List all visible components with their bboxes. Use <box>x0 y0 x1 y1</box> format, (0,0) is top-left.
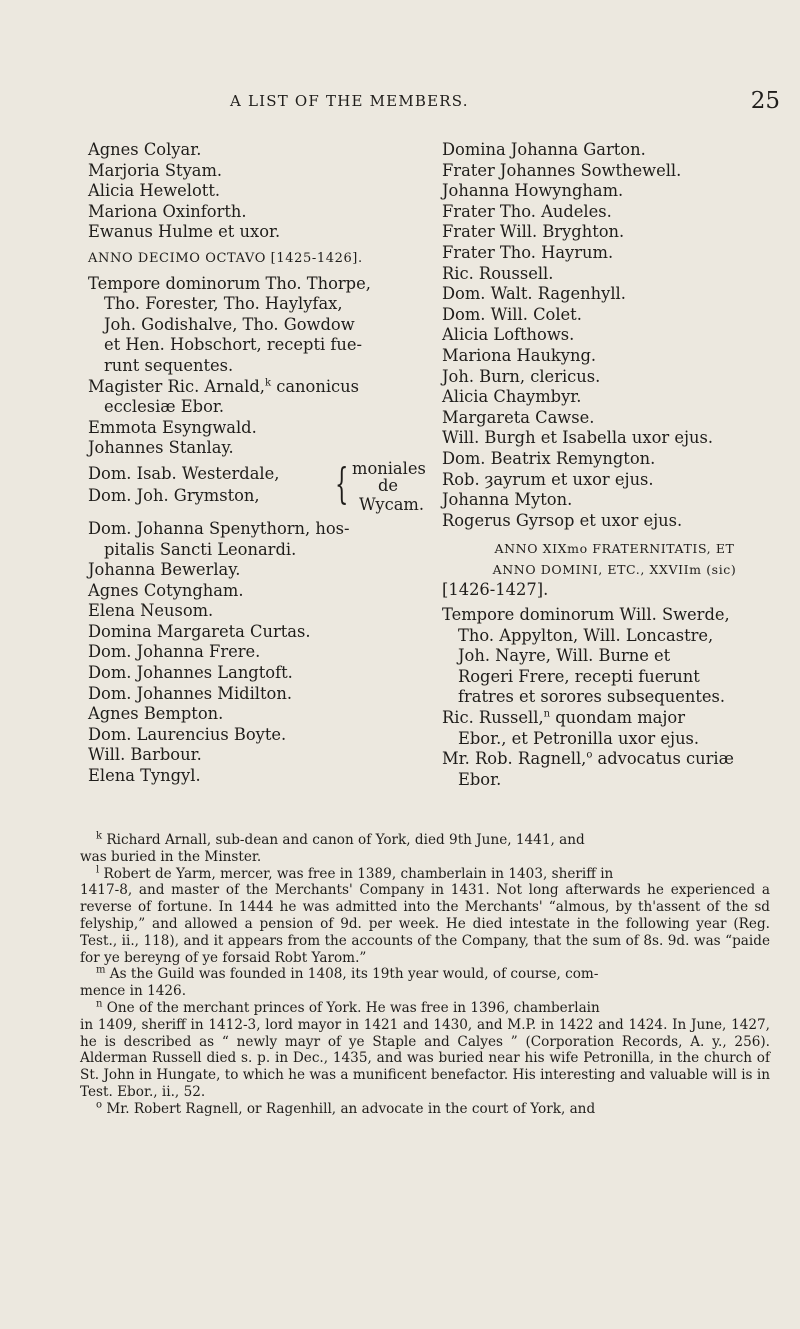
member-entry: Rogerus Gyrsop et uxor ejus. <box>442 510 683 530</box>
footnote-ref: n <box>543 708 551 720</box>
page-header <box>80 88 780 128</box>
member-entry: ecclesiæ Ebor. <box>104 397 225 417</box>
member-entry: Joh. Burn, clericus. <box>442 366 601 386</box>
footnote-continuation: 1417-8, and master of the Merchants' Company in 1431. Not long afterwards he experienced a reverse of fortune. In 1444 he was admitted into the Merchants' “almous, by th'assent of the sd felyship,” and allowed a pension of 9d. per week. He died intestate in the following year (Reg. Test., ii., 118), and it appears from the accounts of the Company, that the sum of 8s. 9d. was “paide for ye bereyng of ye forsaid Robt Yarom.” <box>80 882 770 966</box>
member-entry: Dom. Johanna Frere. <box>88 642 261 662</box>
member-entry: Joh. Godishalve, Tho. Gowdow <box>104 314 355 334</box>
footnote <box>80 832 770 849</box>
entry-text: advocatus curiæ <box>592 749 734 769</box>
member-entry: Johanna Myton. <box>442 490 573 510</box>
member-entry: Dom. Joh. Grymston, <box>88 485 260 505</box>
footnote-mark: m <box>96 964 106 976</box>
entry-text: canonicus <box>271 376 359 396</box>
member-entry: et Hen. Hobschort, recepti fue- <box>104 335 363 355</box>
brace-note: Wycam. <box>359 494 425 514</box>
footnote <box>80 866 770 883</box>
brace-note: de <box>378 475 399 495</box>
member-entry: Mariona Haukyng. <box>442 345 597 365</box>
brace-icon: { <box>335 458 349 508</box>
footnotes <box>80 832 770 1118</box>
member-entry: Dom. Walt. Ragenhyll. <box>442 284 626 304</box>
member-entry: Elena Neusom. <box>88 601 214 621</box>
year-heading-text: ANNO DECIMO OCTAVO [1425-1426]. <box>88 250 363 266</box>
entry-text: quondam major <box>550 708 685 728</box>
member-entry: Tempore dominorum Tho. Thorpe, <box>88 273 371 293</box>
running-title: A LIST OF THE MEMBERS. <box>230 92 469 110</box>
member-entry: Alicia Chaymbyr. <box>442 387 582 407</box>
member-entry: Rogeri Frere, recepti fuerunt <box>458 666 700 686</box>
right-column <box>442 140 787 790</box>
member-entry: Agnes Cotyngham. <box>88 580 244 600</box>
member-entry: Will. Burgh et Isabella uxor ejus. <box>442 428 714 448</box>
member-entry: runt sequentes. <box>104 355 234 375</box>
bracketed-entry <box>88 459 433 519</box>
member-entry: Domina Johanna Garton. <box>442 140 646 159</box>
member-entry: Ric. Roussell. <box>442 263 554 283</box>
member-entry: Margareta Cawse. <box>442 407 595 427</box>
entry-text: Ric. Russell, <box>442 708 544 728</box>
member-entry: Frater Tho. Hayrum. <box>442 242 614 262</box>
entry-text: Magister Ric. Arnald, <box>88 376 265 396</box>
member-entry: Marjoria Styam. <box>88 160 223 180</box>
year-heading <box>88 249 433 270</box>
member-entry: Dom. Beatrix Remyngton. <box>442 448 656 468</box>
left-column <box>88 140 433 787</box>
page-number: 25 <box>750 88 780 114</box>
footnote <box>80 1000 770 1017</box>
member-entry: Dom. Johannes Midilton. <box>88 683 293 703</box>
member-entry: Tho. Appylton, Will. Loncastre, <box>458 625 714 645</box>
member-entry: Agnes Bempton. <box>88 704 224 724</box>
footnote-continuation: was buried in the Minster. <box>80 848 262 865</box>
member-entry: Domina Margareta Curtas. <box>88 621 311 641</box>
member-entry: Dom. Johanna Spenythorn, hos- <box>88 518 350 538</box>
member-entry: Alicia Lofthows. <box>442 325 575 345</box>
footnote <box>80 966 770 983</box>
entry-text: Mr. Rob. Ragnell, <box>442 749 587 769</box>
member-entry: Dom. Isab. Westerdale, <box>88 463 280 483</box>
footnote-ref: k <box>264 377 272 389</box>
footnote-text: Robert de Yarm, mercer, was free in 1389, chamberlain in 1403, sheriff in <box>99 865 614 882</box>
member-entry: Johannes Stanlay. <box>88 438 234 458</box>
member-entry <box>442 708 787 729</box>
footnote-text: Mr. Robert Ragnell, or Ragenhill, an advocate in the court of York, and <box>102 1100 596 1117</box>
member-entry <box>442 749 787 770</box>
footnote-mark: l <box>96 864 100 876</box>
year-heading: ANNO DOMINI, ETC., XXVIIm (sic) <box>492 561 737 577</box>
year-heading: ANNO XIXmo FRATERNITATIS, ET <box>494 541 735 557</box>
member-entry: Agnes Colyar. <box>88 140 202 159</box>
footnote-text: One of the merchant princes of York. He was free in 1396, chamberlain <box>102 999 600 1016</box>
member-entry: Will. Barbour. <box>88 745 202 765</box>
member-entry: Frater Will. Bryghton. <box>442 222 625 242</box>
footnote-mark: k <box>96 830 103 842</box>
member-entry: Ebor., et Petronilla uxor ejus. <box>458 728 700 748</box>
member-entry: Dom. Laurencius Boyte. <box>88 724 287 744</box>
member-entry: Mariona Oxinforth. <box>88 201 247 221</box>
member-entry: Elena Tyngyl. <box>88 766 201 786</box>
member-entry: Rob. ȝayrum et uxor ejus. <box>442 469 654 489</box>
member-entry: Frater Johannes Sowthewell. <box>442 160 682 180</box>
member-entry: Ewanus Hulme et uxor. <box>88 222 281 242</box>
footnote-text: Richard Arnall, sub-dean and canon of York, died 9th June, 1441, and <box>102 832 585 848</box>
member-entry: Dom. Will. Colet. <box>442 304 582 324</box>
member-entry: Tempore dominorum Will. Swerde, <box>442 605 730 625</box>
member-entry: pitalis Sancti Leonardi. <box>104 539 297 559</box>
year-heading: [1426-1427]. <box>442 580 549 600</box>
footnote-mark: n <box>96 998 103 1010</box>
brace-note: moniales <box>352 458 426 478</box>
footnote-ref: o <box>586 749 593 761</box>
member-entry: Alicia Hewelott. <box>88 181 221 201</box>
footnote-continuation: mence in 1426. <box>80 983 187 1000</box>
member-entry: Dom. Johannes Langtoft. <box>88 663 293 683</box>
member-entry: Ebor. <box>458 769 502 789</box>
footnote <box>80 1101 770 1118</box>
member-entry: Tho. Forester, Tho. Haylyfax, <box>104 294 343 314</box>
member-entry: Emmota Esyngwald. <box>88 417 257 437</box>
member-entry: fratres et sorores subsequentes. <box>458 687 726 707</box>
member-entry <box>88 377 433 398</box>
footnote-continuation: in 1409, sheriff in 1412-3, lord mayor in 1421 and 1430, and M.P. in 1422 and 1424. In June, 1427, he is described as “ newly mayr of ye Staple and Calyes ” (Corporation Records, A. y., 256). Alderman Russell died s. p. in Dec., 1435, and was buried near his wife Petronilla, in the church of St. John in Hungate, to which he was a munificent benefactor. His interesting and valuable will is in Test. Ebor., ii., 52. <box>80 1016 770 1100</box>
member-entry: Joh. Nayre, Will. Burne et <box>458 646 671 666</box>
member-entry: Johanna Howyngham. <box>442 181 624 201</box>
footnote-mark: o <box>96 1099 103 1111</box>
member-entry: Johanna Bewerlay. <box>88 560 241 580</box>
footnote-text: As the Guild was founded in 1408, its 19th year would, of course, com- <box>105 966 599 983</box>
member-entry: Frater Tho. Audeles. <box>442 201 612 221</box>
